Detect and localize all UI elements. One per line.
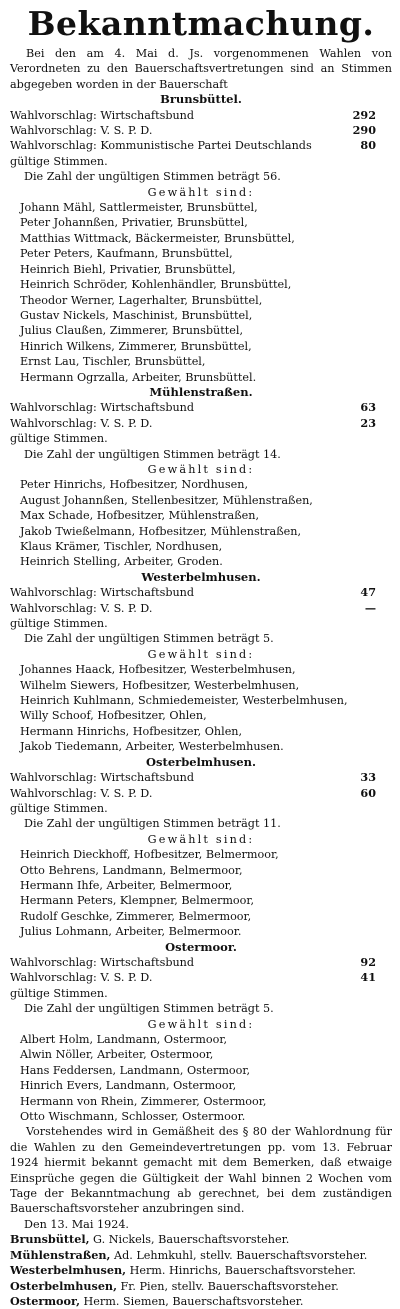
signature-place: Brunsbüttel, [10,1232,90,1247]
vote-row [10,138,392,153]
invalid-votes-line: Die Zahl der ungültigen Stimmen beträgt 5. [24,632,274,646]
elected-heading: Gewählt sind: [147,1017,255,1031]
signature-line [10,1263,392,1278]
elected-member: Hinrich Wilkens, Zimmerer, Brunsbüttel, [20,339,252,353]
elected-list [10,1032,392,1124]
vote-row [10,416,392,431]
invalid-votes-line: Die Zahl der ungültigen Stimmen beträgt 5. [24,1002,274,1016]
valid-votes-label: gültige Stimmen. [10,432,108,446]
invalid-votes-line: Die Zahl der ungültigen Stimmen beträgt 56. [24,170,281,184]
invalid-votes-line: Die Zahl der ungültigen Stimmen beträgt 11. [24,817,281,831]
sections-container [10,92,392,1124]
vote-row [10,108,392,123]
signature-name: Herm. Siemen, Bauerschaftsvorsteher. [83,1294,304,1308]
invalid-votes-line: Die Zahl der ungültigen Stimmen beträgt 14. [24,447,281,461]
elected-member: Alwin Nöller, Arbeiter, Ostermoor, [20,1048,214,1062]
elected-member: Hermann Ogrzalla, Arbeiter, Brunsbüttel. [20,370,257,384]
elected-member: Max Schade, Hofbesitzer, Mühlenstraßen, [20,509,260,523]
vote-count: 292 [352,107,376,122]
elected-member: Peter Peters, Kaufmann, Brunsbüttel, [20,247,233,261]
elected-list [10,477,392,569]
elected-member: Julius Lohmann, Arbeiter, Belmermoor. [20,925,242,939]
vote-label: Wahlvorschlag: V. S. P. D. [10,971,153,985]
elected-member: Hermann Hinrichs, Hofbesitzer, Ohlen, [20,724,243,738]
signature-line [10,1248,392,1263]
valid-votes-label: gültige Stimmen. [10,986,108,1000]
elected-list [10,200,392,385]
elected-heading: Gewählt sind: [147,832,255,846]
closing-paragraph: Vorstehendes wird in Gemäßheit des § 80 der Wahlordnung für die Wahlen zu den Gemeindevertretungen pp. vom 13. Februar 1924 hiermit bekannt gemacht mit dem Bemerken, daß etwaige Einsprüche gegen die Gültigkeit der Wahl binnen 2 Wochen vom Tage der Bekanntmachung ab gerechnet, bei dem zuständigen Bauerschaftsvorsteher anzubringen sind. [10,1125,392,1216]
vote-label: Wahlvorschlag: Kommunistische Partei Deutschlands [10,139,312,153]
elected-member: Heinrich Stelling, Arbeiter, Groden. [20,555,223,569]
elected-member: Jakob Tiedemann, Arbeiter, Westerbelmhusen. [20,740,284,754]
elected-member: Hermann von Rhein, Zimmerer, Ostermoor, [20,1094,267,1108]
elected-list [10,662,392,754]
elected-member: Peter Johannßen, Privatier, Brunsbüttel, [20,216,248,230]
section [10,755,392,940]
elected-member: Wilhelm Siewers, Hofbesitzer, Westerbelmhusen, [20,678,300,692]
vote-count: 33 [360,770,376,785]
valid-votes-label: gültige Stimmen. [10,154,108,168]
signature-name: G. Nickels, Bauerschaftsvorsteher. [93,1233,290,1247]
elected-heading: Gewählt sind: [147,462,255,476]
elected-heading: Gewählt sind: [147,647,255,661]
vote-label: Wahlvorschlag: Wirtschaftsbund [10,401,195,415]
elected-member: Hermann Ihfe, Arbeiter, Belmermoor, [20,878,233,892]
signature-place: Osterbelmhusen, [10,1278,117,1293]
vote-label: Wahlvorschlag: V. S. P. D. [10,416,153,430]
elected-member: August Johannßen, Stellenbesitzer, Mühlenstraßen, [20,493,313,507]
vote-row [10,123,392,138]
elected-member: Klaus Krämer, Tischler, Nordhusen, [20,540,223,553]
signature-line [10,1294,392,1309]
elected-member: Hans Feddersen, Landmann, Ostermoor, [20,1063,251,1077]
signature-line [10,1279,392,1294]
signature-place: Mühlenstraßen, [10,1247,111,1262]
elected-member: Gustav Nickels, Maschinist, Brunsbüttel, [20,308,253,322]
vote-count: 23 [360,415,376,430]
vote-count: 60 [360,785,376,800]
elected-member: Hermann Peters, Klempner, Belmermoor, [20,894,255,908]
signature-name: Fr. Pien, stellv. Bauerschaftsvorsteher. [120,1279,339,1293]
elected-member: Albert Holm, Landmann, Ostermoor, [20,1033,228,1046]
section [10,570,392,755]
elected-member: Rudolf Geschke, Zimmerer, Belmermoor, [20,909,252,923]
elected-member: Peter Hinrichs, Hofbesitzer, Nordhusen, [20,478,248,492]
elected-member: Theodor Werner, Lagerhalter, Brunsbüttel, [20,293,263,307]
vote-row [10,770,392,785]
vote-count: — [364,600,376,615]
vote-count: 41 [360,970,376,985]
signature-line [10,1232,392,1247]
vote-count: 92 [360,954,376,969]
section-heading: Brunsbüttel. [160,92,242,107]
vote-count: 63 [360,400,376,415]
elected-member: Jakob Twießelmann, Hofbesitzer, Mühlenstraßen, [20,524,302,538]
section [10,92,392,385]
elected-member: Matthias Wittmack, Bäckermeister, Brunsbüttel, [20,231,295,245]
vote-label: Wahlvorschlag: Wirtschaftsbund [10,586,195,600]
date-line: Den 13. Mai 1924. [24,1217,129,1231]
signatures-block [10,1232,392,1309]
section-heading: Mühlenstraßen. [149,384,253,399]
signature-place: Westerbelmhusen, [10,1263,126,1278]
vote-count: 290 [352,123,376,138]
intro-paragraph: Bei den am 4. Mai d. Js. vorgenommenen Wahlen von Verordneten zu den Bauerschaftsvertretungen sind an Stimmen abgegeben worden in der Bauerschaft [10,47,392,91]
elected-member: Johann Mähl, Sattlermeister, Brunsbüttel, [20,201,258,215]
section [10,940,392,1125]
vote-label: Wahlvorschlag: V. S. P. D. [10,601,153,615]
vote-row [10,786,392,801]
elected-member: Heinrich Dieckhoff, Hofbesitzer, Belmermoor, [20,848,279,862]
elected-list [10,847,392,939]
elected-heading: Gewählt sind: [147,185,255,199]
vote-count: 80 [360,138,376,153]
elected-member: Heinrich Biehl, Privatier, Brunsbüttel, [20,262,236,276]
vote-label: Wahlvorschlag: V. S. P. D. [10,124,153,138]
signature-name: Ad. Lehmkuhl, stellv. Bauerschaftsvorsteher. [113,1248,368,1262]
elected-member: Ernst Lau, Tischler, Brunsbüttel, [20,355,206,369]
vote-row [10,400,392,415]
valid-votes-label: gültige Stimmen. [10,617,108,631]
vote-count: 47 [360,585,376,600]
vote-label: Wahlvorschlag: Wirtschaftsbund [10,108,195,122]
elected-member: Hinrich Evers, Landmann, Ostermoor, [20,1079,237,1093]
vote-row [10,955,392,970]
section-heading: Osterbelmhusen. [146,754,256,769]
signature-name: Herm. Hinrichs, Bauerschaftsvorsteher. [129,1264,356,1278]
vote-row [10,601,392,616]
vote-row [10,585,392,600]
elected-member: Otto Behrens, Landmann, Belmermoor, [20,863,243,877]
elected-member: Johannes Haack, Hofbesitzer, Westerbelmhusen, [20,663,296,677]
document-title: Bekanntmachung. [27,4,375,43]
vote-label: Wahlvorschlag: Wirtschaftsbund [10,955,195,969]
vote-label: Wahlvorschlag: V. S. P. D. [10,786,153,800]
valid-votes-label: gültige Stimmen. [10,801,108,815]
signature-place: Ostermoor, [10,1293,80,1308]
elected-member: Otto Wischmann, Schlosser, Ostermoor. [20,1110,246,1124]
vote-row [10,970,392,985]
elected-member: Heinrich Kuhlmann, Schmiedemeister, Westerbelmhusen, [20,694,348,708]
section-heading: Westerbelmhusen. [141,569,261,584]
section [10,385,392,570]
vote-label: Wahlvorschlag: Wirtschaftsbund [10,771,195,785]
elected-member: Heinrich Schröder, Kohlenhändler, Brunsbüttel, [20,278,292,292]
elected-member: Willy Schoof, Hofbesitzer, Ohlen, [20,709,207,723]
section-heading: Ostermoor. [165,939,237,954]
elected-member: Julius Claußen, Zimmerer, Brunsbüttel, [20,324,243,338]
